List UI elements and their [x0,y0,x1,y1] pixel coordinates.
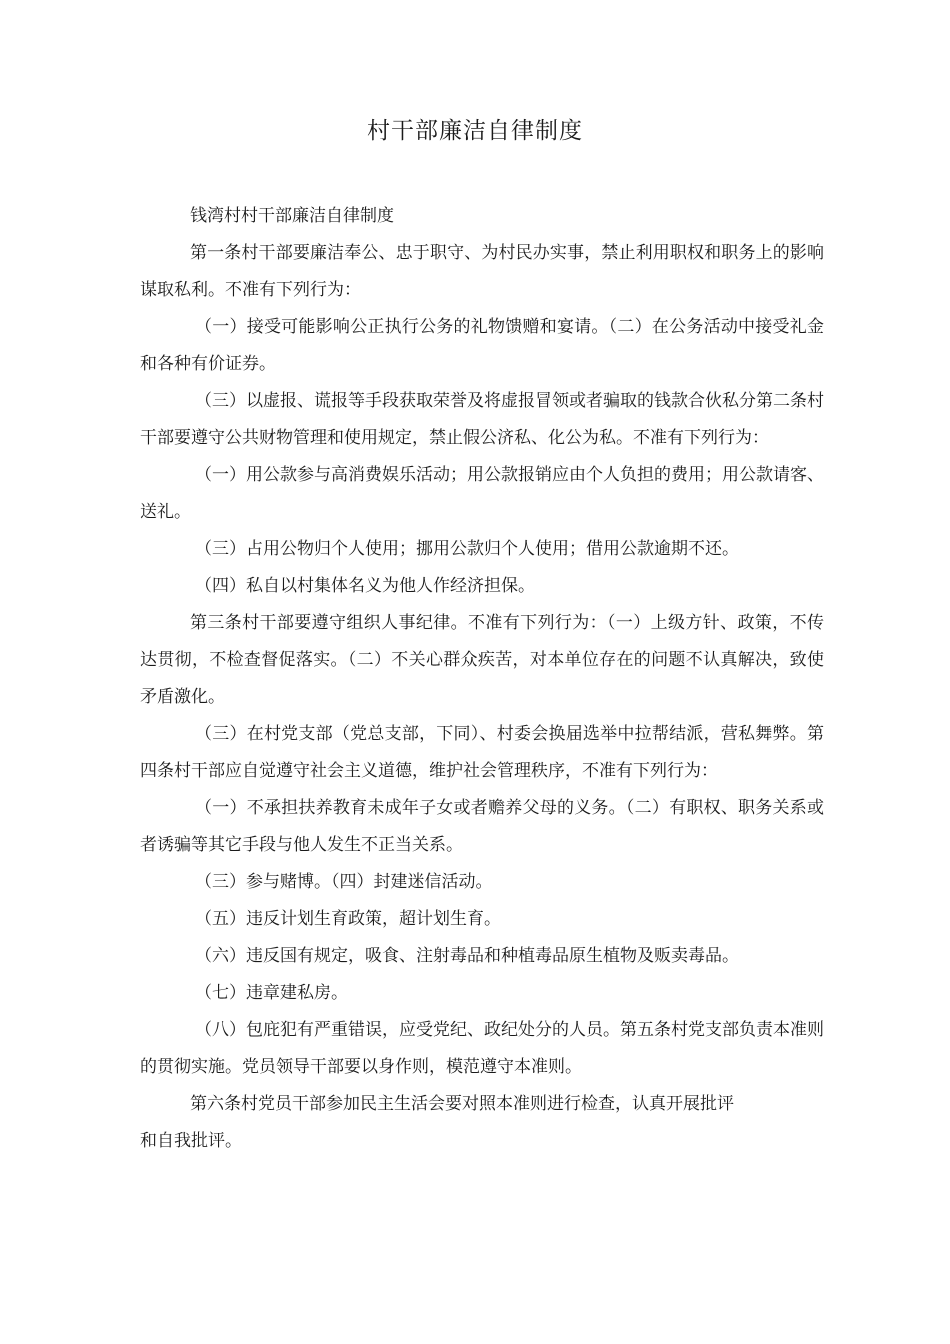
paragraph-item: （一）用公款参与高消费娱乐活动；用公款报销应由个人负担的费用；用公款请客、送礼。 [140,465,824,522]
paragraph-item: （五）违反计划生育政策，超计划生育。 [195,909,501,929]
paragraph-item: （四）私自以村集体名义为他人作经济担保。 [195,576,535,596]
paragraph-subtitle: 钱湾村村干部廉洁自律制度 [190,206,394,226]
paragraph-item: （三）参与赌博。（四）封建迷信活动。 [195,872,493,892]
paragraph-continuation: 和自我批评。 [140,1131,242,1151]
paragraph-item: （一）不承担扶养教育未成年子女或者赡养父母的义务。（二）有职权、职务关系或者诱骗等其它手段与他人发生不正当关系。 [140,798,824,855]
document-body [140,198,824,1160]
paragraph-item: （八）包庇犯有严重错误，应受党纪、政纪处分的人员。第五条村党支部负责本准则的贯彻实施。党员领导干部要以身作则，模范遵守本准则。 [140,1020,824,1077]
paragraph-item: （一）接受可能影响公正执行公务的礼物馈赠和宴请。（二）在公务活动中接受礼金和各种有价证券。 [140,317,824,374]
paragraph-article-6: 第六条村党员干部参加民主生活会要对照本准则进行检查，认真开展批评 [190,1094,734,1114]
paragraph-item: （六）违反国有规定，吸食、注射毒品和种植毒品原生植物及贩卖毒品。 [195,946,739,966]
paragraph-item: （三）在村党支部（党总支部，下同）、村委会换届选举中拉帮结派，营私舞弊。第四条村干部应自觉遵守社会主义道德，维护社会管理秩序，不准有下列行为： [140,724,824,781]
paragraph-item: （七）违章建私房。 [195,983,348,1003]
document-title: 村干部廉洁自律制度 [367,118,583,144]
paragraph-item: （三）以虚报、谎报等手段获取荣誉及将虚报冒领或者骗取的钱款合伙私分第二条村干部要遵守公共财物管理和使用规定，禁止假公济私、化公为私。不准有下列行为： [140,391,824,448]
paragraph-article-1: 第一条村干部要廉洁奉公、忠于职守、为村民办实事，禁止利用职权和职务上的影响谋取私利。不准有下列行为： [140,243,824,300]
paragraph-article-3: 第三条村干部要遵守组织人事纪律。不准有下列行为：（一）上级方针、政策，不传达贯彻，不检查督促落实。（二）不关心群众疾苦，对本单位存在的问题不认真解决，致使矛盾激化。 [140,613,824,707]
paragraph-item: （三）占用公物归个人使用；挪用公款归个人使用；借用公款逾期不还。 [195,539,739,559]
